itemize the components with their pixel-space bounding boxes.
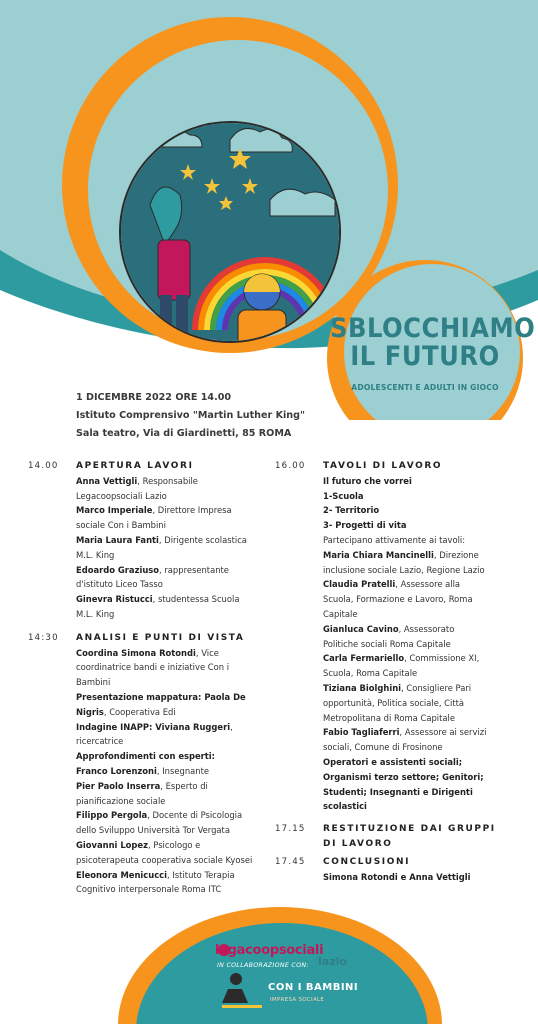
program-line [323,696,525,711]
program-line [323,651,525,666]
program-line [323,799,525,814]
text: sociale Con i Bambini [76,520,166,531]
text: Capitale [323,608,358,619]
text: Cognitivo interpersonale Roma ITC [76,884,222,895]
text: , Psicologo e [147,839,201,850]
program-line [76,882,260,897]
text: pianificazione sociale [76,795,166,806]
bold-text: Edoardo Graziuso [76,564,160,575]
bold-text: Marco Imperiale [76,505,153,516]
program-line [76,577,260,592]
text: , Assessore alla [395,579,461,590]
conibambini-sub: IMPRESA SOCIALE [270,997,325,1003]
bold-text: Organismi terzo settore; Genitori; [323,771,484,782]
program-line [323,755,525,770]
text: , studentessa Scuola [152,594,240,605]
program-line [323,637,525,652]
text: , Direttore Impresa [152,505,232,516]
text: , Esperto di [160,780,208,791]
text: inclusione sociale Lazio, Regione Lazio [323,564,485,575]
text: , Vice [195,647,219,658]
program-line [76,838,260,853]
section-apertura [28,459,260,622]
bold-text: Eleonora Menicucci [76,869,168,880]
bold-text: Giovanni Lopez [76,839,148,850]
program-line [76,779,260,794]
program-line [323,548,525,563]
text: , Istituto Terapia [167,869,235,880]
collab-label: IN COLLABORAZIONE CON: [217,962,309,969]
text: , Assessorato [398,623,455,634]
text: ricercatrice [76,736,124,747]
text: M.L. King [76,549,115,560]
text: Bambini [76,677,111,688]
section-body [323,474,525,814]
program-line [76,794,260,809]
text: dello Sviluppo Università Tor Vergata [76,825,230,836]
bold-text: Indagine INAPP: Viviana Ruggeri [76,721,231,732]
program-line [76,503,260,518]
event-school: Istituto Comprensivo "Martin Luther King" [76,410,305,421]
text: , rappresentante [159,564,229,575]
program-line [323,533,525,548]
program-line [323,622,525,637]
program-line [76,734,260,749]
program-line [323,666,525,681]
program-left-column [28,459,260,897]
bold-text: Tiziana Biolghini [323,682,402,693]
text: , Insegnante [156,765,210,776]
program-line [76,823,260,838]
program-line [323,607,525,622]
program-line [323,577,525,592]
section-title: RESTITUZIONE DAI GRUPPI [323,824,496,835]
section-tavoli [275,459,525,814]
text: Politiche sociali Roma Capitale [323,638,451,649]
text: , Dirigente scolastica [158,534,247,545]
text: Scuola, Formazione e Lavoro, Roma [323,594,473,605]
bold-text: scolastici [323,801,367,812]
program-line [76,720,260,735]
text: Scuola, Roma Capitale [323,668,418,679]
bold-text: Maria Laura Fanti [76,534,159,545]
title-line-1: SBLOCCHIAMO [330,313,536,344]
program-line [323,785,525,800]
section-title: CONCLUSIONI [323,856,411,867]
program-line [323,518,525,533]
program-right-column [275,459,525,884]
event-date: 1 DICEMBRE 2022 ORE 14.00 [76,392,232,403]
bold-text: Gianluca Cavino [323,623,399,634]
conibambini-logo: CON I BAMBINI [268,982,359,993]
program-line [76,853,260,868]
program-line [76,764,260,779]
text: , Cooperativa Edi [103,706,176,717]
bold-text: Anna Vettigli [76,475,138,486]
text: , Direzione [433,549,479,560]
program-line [76,533,260,548]
subtitle: ADOLESCENTI E ADULTI IN GIOCO [351,383,499,392]
text: d'istituto Liceo Tasso [76,579,163,590]
section-title: ANALISI E PUNTI DI VISTA [76,632,245,643]
program-line [76,646,260,661]
legacoop-logo: legacoopsociali [215,943,324,958]
bold-text: 3- Progetti di vita [323,520,407,531]
bold-text: Il futuro che vorrei [323,475,412,486]
text: Legacoopsociali Lazio [76,490,167,501]
program-line [76,607,260,622]
section-time: 16.00 [275,461,306,471]
text: , Assessore ai servizi [399,727,487,738]
text: Partecipano attivamente ai tavoli: [323,534,466,545]
section-title: APERTURA LAVORI [76,461,194,471]
program-line [76,474,260,489]
text: coordinatrice bandi e iniziative Con i [76,662,230,673]
lazio-label: lazio [318,955,347,968]
program-line [323,711,525,726]
bold-text: Maria Chiara Mancinelli [323,549,434,560]
event-place: Sala teatro, Via di Giardinetti, 85 ROMA [76,428,292,439]
program-line [323,489,525,504]
program-line [76,690,260,705]
text: , Responsabile [137,475,198,486]
text: , Consigliere Pari [401,682,472,693]
program-line [323,681,525,696]
section-restituzione [275,822,525,852]
section-analisi [28,631,260,897]
section-body: Simona Rotondi e Anna Vettigli [323,871,471,882]
text: M.L. King [76,608,115,619]
section-time: 14.00 [28,461,59,471]
program-line [76,592,260,607]
program-line [323,503,525,518]
bold-text: Studenti; Insegnanti e Dirigenti [323,786,473,797]
text: , Docente di Psicologia [147,810,243,821]
event-info [76,389,305,443]
section-time: 17.15 [275,824,306,835]
program-line [76,808,260,823]
bold-text: 1-Scuola [323,490,364,501]
section-time: 14:30 [28,632,59,643]
bold-text: Nigris [76,706,104,717]
bold-text: Pier Paolo Inserra [76,780,161,791]
program-line [76,548,260,563]
program-line [76,489,260,504]
program-line [323,592,525,607]
section-body [76,646,260,898]
program-line [323,725,525,740]
program-line [76,705,260,720]
bold-text: Coordina Simona Rotondi [76,647,196,658]
program-line [323,563,525,578]
text: opportunità, Politica sociale, Città [323,697,465,708]
program-line [76,868,260,883]
bold-text: Carla Fermariello [323,653,405,664]
title-line-2: IL FUTURO [350,341,500,372]
program-line [76,749,260,764]
program-line [323,770,525,785]
text: psicoterapeuta cooperativa sociale Kyosei [76,854,253,865]
bold-text: Operatori e assistenti sociali; [323,756,463,767]
program-line [76,563,260,578]
section-title: TAVOLI DI LAVORO [323,461,443,471]
text: Metropolitana di Roma Capitale [323,712,455,723]
section-time: 17.45 [275,856,306,867]
bold-text: Ginevra Ristucci [76,594,153,605]
program-line [76,518,260,533]
bold-text: Approfondimenti con esperti: [76,751,216,762]
bold-text: Presentazione mappatura: Paola De [76,691,246,702]
text: sociali, Comune di Frosinone [323,742,443,753]
text: , [230,721,233,732]
program-line [76,675,260,690]
title-block [330,313,536,392]
text: , Commissione XI, [404,653,480,664]
bold-text: 2- Territorio [323,505,380,516]
program-line [76,660,260,675]
section-body [76,474,260,622]
program-line [323,474,525,489]
section-conclusioni [275,855,525,885]
bold-text: Fabio Tagliaferri [323,727,400,738]
section-title-2: DI LAVORO [323,838,393,849]
bold-text: Franco Lorenzoni [76,765,157,776]
bold-text: Claudia Pratelli [323,579,396,590]
bold-text: Filippo Pergola [76,810,148,821]
program-line [323,740,525,755]
